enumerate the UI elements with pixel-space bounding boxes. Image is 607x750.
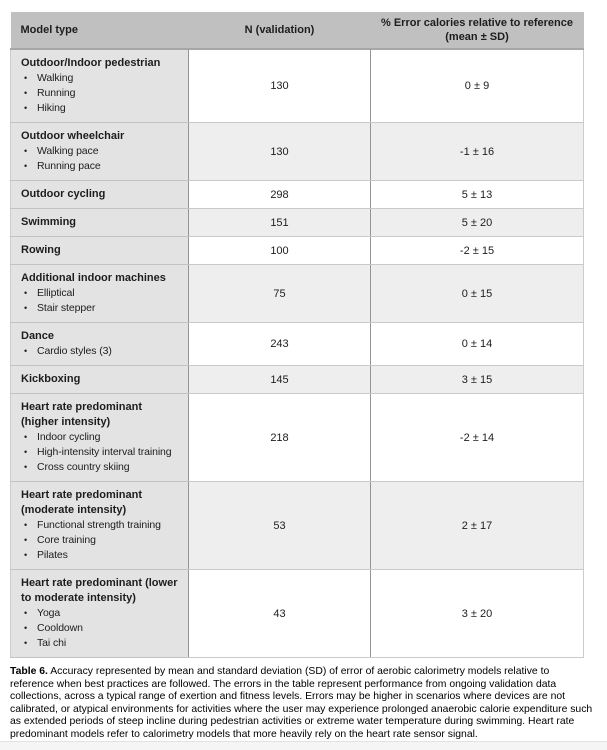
error-calories-cell: 2 ± 17	[371, 482, 584, 570]
error-calories-cell: -2 ± 14	[371, 394, 584, 482]
model-type-cell	[11, 482, 189, 570]
n-validation-cell: 100	[189, 237, 371, 265]
model-type-cell	[11, 366, 189, 394]
page-bottom-edge	[0, 741, 607, 750]
model-type-name: Outdoor/Indoor pedestrian	[21, 57, 161, 69]
n-validation-cell: 151	[189, 209, 371, 237]
model-type-cell	[11, 394, 189, 482]
bullet-icon: •	[24, 535, 28, 545]
error-calories-cell: 0 ± 9	[371, 49, 584, 123]
sub-activity-label: Walking pace	[37, 145, 99, 157]
document-page	[0, 12, 607, 750]
sub-activity-item	[21, 445, 178, 460]
sub-activity-label: Walking	[37, 72, 74, 84]
header-row	[11, 12, 584, 49]
caption-label: Table 6.	[10, 666, 48, 677]
bullet-icon: •	[24, 520, 28, 530]
model-type-cell	[11, 265, 189, 323]
model-type-cell	[11, 123, 189, 181]
sub-activity-item	[21, 71, 178, 86]
sub-activity-label: Core training	[37, 534, 96, 546]
bullet-icon: •	[24, 623, 28, 633]
bullet-icon: •	[24, 608, 28, 618]
table-row	[11, 209, 584, 237]
error-calories-cell: 5 ± 13	[371, 181, 584, 209]
sub-activity-label: Tai chi	[37, 637, 67, 649]
n-validation-cell: 53	[189, 482, 371, 570]
sub-activity-label: Stair stepper	[37, 302, 96, 314]
sub-activity-item	[21, 159, 178, 174]
sub-activity-item	[21, 86, 178, 101]
error-calories-cell: 5 ± 20	[371, 209, 584, 237]
sub-activity-item	[21, 301, 178, 316]
table-row	[11, 237, 584, 265]
table-row	[11, 394, 584, 482]
sub-activity-item	[21, 606, 178, 621]
model-type-cell	[11, 323, 189, 366]
n-validation-cell: 43	[189, 570, 371, 658]
table-body	[11, 49, 584, 658]
sub-activity-item	[21, 548, 178, 563]
model-type-name: Outdoor wheelchair	[21, 130, 125, 142]
bullet-icon: •	[24, 447, 28, 457]
n-validation-cell: 243	[189, 323, 371, 366]
model-type-cell	[11, 181, 189, 209]
bullet-icon: •	[24, 462, 28, 472]
table-row	[11, 323, 584, 366]
bullet-icon: •	[24, 432, 28, 442]
sub-activity-label: Functional strength training	[37, 519, 161, 531]
bullet-icon: •	[24, 73, 28, 83]
table-row	[11, 265, 584, 323]
table-caption	[10, 666, 594, 742]
n-validation-cell: 145	[189, 366, 371, 394]
sub-activity-item	[21, 144, 178, 159]
bullet-icon: •	[24, 146, 28, 156]
error-calories-cell: 3 ± 15	[371, 366, 584, 394]
model-type-name: Heart rate predominant (lower to moderate intensity)	[21, 577, 178, 604]
table-row	[11, 570, 584, 658]
error-calories-cell: 3 ± 20	[371, 570, 584, 658]
sub-activity-label: Yoga	[37, 607, 61, 619]
header-error-line1: % Error calories relative to reference	[381, 17, 573, 29]
header-error-line2: (mean ± SD)	[445, 31, 509, 43]
table-header	[11, 12, 584, 49]
n-validation-cell: 218	[189, 394, 371, 482]
sub-activity-item	[21, 344, 178, 359]
error-calories-cell: -2 ± 15	[371, 237, 584, 265]
model-type-name: Kickboxing	[21, 373, 81, 385]
calorimetry-accuracy-table	[10, 12, 584, 658]
sub-activity-label: Cardio styles (3)	[37, 345, 112, 357]
sub-activity-label: Cross country skiing	[37, 461, 130, 473]
sub-activity-label: Hiking	[37, 102, 66, 114]
table-row	[11, 123, 584, 181]
sub-activity-label: Indoor cycling	[37, 431, 101, 443]
sub-activity-item	[21, 101, 178, 116]
table-row	[11, 366, 584, 394]
model-type-name: Additional indoor machines	[21, 272, 166, 284]
header-n-validation: N (validation)	[189, 12, 371, 49]
bullet-icon: •	[24, 638, 28, 648]
model-type-name: Swimming	[21, 216, 77, 228]
model-type-name: Dance	[21, 330, 55, 342]
bullet-icon: •	[24, 88, 28, 98]
error-calories-cell: -1 ± 16	[371, 123, 584, 181]
model-type-cell	[11, 209, 189, 237]
header-error-calories	[371, 12, 584, 49]
bullet-icon: •	[24, 550, 28, 560]
n-validation-cell: 130	[189, 49, 371, 123]
n-validation-cell: 75	[189, 265, 371, 323]
sub-activity-item	[21, 621, 178, 636]
sub-activity-item	[21, 286, 178, 301]
bullet-icon: •	[24, 103, 28, 113]
model-type-name: Heart rate predominant (moderate intensity)	[21, 489, 143, 516]
sub-activity-label: Cooldown	[37, 622, 83, 634]
sub-activity-label: Running	[37, 87, 76, 99]
sub-activity-item	[21, 430, 178, 445]
bullet-icon: •	[24, 346, 28, 356]
bullet-icon: •	[24, 288, 28, 298]
n-validation-cell: 298	[189, 181, 371, 209]
model-type-name: Outdoor cycling	[21, 188, 106, 200]
table-row	[11, 49, 584, 123]
sub-activity-label: Pilates	[37, 549, 68, 561]
n-validation-cell: 130	[189, 123, 371, 181]
error-calories-cell: 0 ± 15	[371, 265, 584, 323]
sub-activity-item	[21, 636, 178, 651]
model-type-cell	[11, 570, 189, 658]
error-calories-cell: 0 ± 14	[371, 323, 584, 366]
sub-activity-label: Running pace	[37, 160, 101, 172]
bullet-icon: •	[24, 303, 28, 313]
sub-activity-label: High-intensity interval training	[37, 446, 172, 458]
header-model-type: Model type	[11, 12, 189, 49]
sub-activity-item	[21, 518, 178, 533]
model-type-cell	[11, 49, 189, 123]
model-type-cell	[11, 237, 189, 265]
model-type-name: Rowing	[21, 244, 61, 256]
model-type-name: Heart rate predominant (higher intensity)	[21, 401, 143, 428]
sub-activity-label: Elliptical	[37, 287, 75, 299]
caption-text: Accuracy represented by mean and standard deviation (SD) of error of aerobic calorimetry models relative to reference when best practices are followed. The errors in the table represent performance from ongoing validation data collections, across a typical range of exertion and fitness levels. Errors may be higher in scenarios where devices are not calibrated, or atypical environments for activities where the user may experience prolonged anaerobic calorie expenditure such as extended periods of steep incline during pedestrian activities or extreme water temperature during swimming. Heart rate predominant models refer to calorimetry models that more heavily rely on the heart rate sensor signal.	[10, 666, 593, 740]
table-row	[11, 482, 584, 570]
bullet-icon: •	[24, 161, 28, 171]
sub-activity-item	[21, 460, 178, 475]
table-row	[11, 181, 584, 209]
sub-activity-item	[21, 533, 178, 548]
